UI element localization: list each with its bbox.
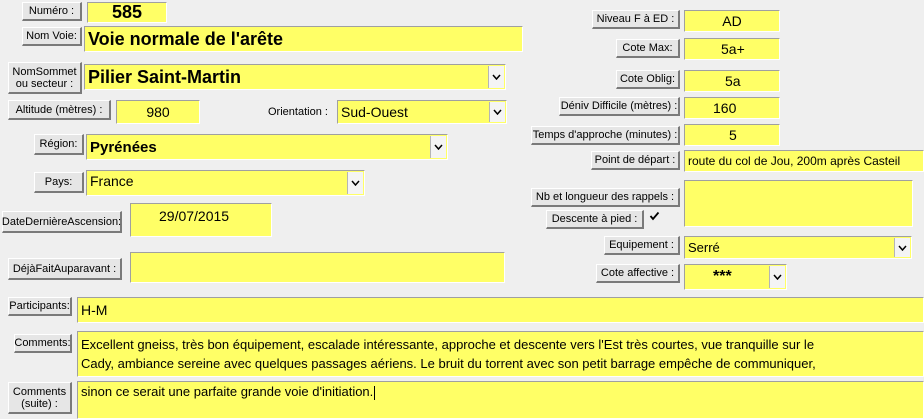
- comments-suite-text: sinon ce serait une parfaite grande voie d'initiation.: [81, 384, 374, 399]
- rappels-label: Nb et longueur des rappels :: [531, 188, 680, 207]
- orientation-select[interactable]: Sud-Ouest: [337, 100, 507, 124]
- text-cursor: [374, 386, 375, 400]
- chevron-down-icon[interactable]: [489, 102, 505, 122]
- region-label: Région:: [34, 134, 84, 155]
- nom-sommet-label: NomSommet ou secteur :: [8, 62, 82, 94]
- cote-max-field[interactable]: 5a+: [684, 38, 780, 60]
- equipement-label: Equipement :: [604, 236, 680, 255]
- altitude-field[interactable]: 980: [116, 100, 200, 124]
- nom-voie-field[interactable]: Voie normale de l'arête: [84, 26, 523, 52]
- comments-suite-label: Comments (suite) :: [8, 382, 72, 414]
- orientation-label: Orientation :: [268, 106, 328, 118]
- temps-approche-label: Temps d'approche (minutes) :: [531, 126, 680, 145]
- equipement-select[interactable]: Serré: [684, 236, 912, 259]
- numero-label: Numéro :: [22, 2, 82, 21]
- deja-fait-label: DéjàFaitAuparavant :: [8, 258, 122, 280]
- comments-textarea[interactable]: [77, 331, 924, 377]
- descente-label: Descente à pied :: [546, 210, 644, 229]
- comments-line-2: Cady, ambiance sereine avec quelques passages aériens. Le bruit du torrent avec son petit barrage empêche de communiquer,: [81, 356, 816, 371]
- nom-sommet-select[interactable]: Pilier Saint-Martin: [84, 64, 506, 90]
- chevron-down-icon[interactable]: [488, 66, 504, 88]
- pays-label: Pays:: [34, 172, 84, 193]
- date-derniere-label: DateDernièreAscension:: [2, 211, 122, 233]
- cote-affective-select[interactable]: ***: [684, 264, 787, 290]
- region-select[interactable]: Pyrénées: [86, 134, 448, 160]
- deniv-field[interactable]: 160: [684, 97, 780, 119]
- point-depart-field[interactable]: route du col de Jou, 200m après Casteil: [684, 150, 924, 172]
- checkmark-icon: [649, 211, 660, 221]
- cote-affective-label: Cote affective :: [596, 264, 680, 283]
- date-derniere-field[interactable]: 29/07/2015: [130, 203, 272, 237]
- chevron-down-icon[interactable]: [894, 238, 910, 257]
- cote-oblig-label: Cote Oblig:: [616, 70, 680, 89]
- deniv-label: Déniv Difficile (mètres) :: [559, 97, 680, 116]
- comments-suite-textarea[interactable]: [77, 381, 924, 419]
- comments-label: Comments:: [14, 334, 72, 353]
- deja-fait-field[interactable]: [130, 252, 505, 283]
- cote-oblig-field[interactable]: 5a: [684, 70, 780, 92]
- niveau-field[interactable]: AD: [684, 10, 780, 32]
- chevron-down-icon[interactable]: [769, 266, 785, 288]
- numero-field[interactable]: 585: [87, 2, 167, 23]
- participants-label: Participants:: [8, 297, 72, 316]
- chevron-down-icon[interactable]: [430, 136, 446, 158]
- rappels-field[interactable]: [684, 180, 913, 227]
- point-depart-label: Point de départ :: [591, 151, 680, 170]
- altitude-label: Altitude (mètres) :: [8, 100, 111, 120]
- temps-approche-field[interactable]: 5: [684, 124, 780, 146]
- chevron-down-icon[interactable]: [347, 172, 363, 194]
- cote-max-label: Cote Max:: [616, 39, 680, 58]
- nom-voie-label: Nom Voie:: [22, 27, 82, 46]
- niveau-label: Niveau F à ED :: [592, 10, 680, 29]
- comments-line-1: Excellent gneiss, très bon équipement, escalade intéressante, approche et descente vers l'Est très courtes, vue tranquille sur le: [81, 337, 815, 352]
- descente-checkbox[interactable]: [648, 210, 660, 222]
- pays-select[interactable]: France: [86, 170, 365, 196]
- participants-field[interactable]: H-M: [77, 297, 924, 323]
